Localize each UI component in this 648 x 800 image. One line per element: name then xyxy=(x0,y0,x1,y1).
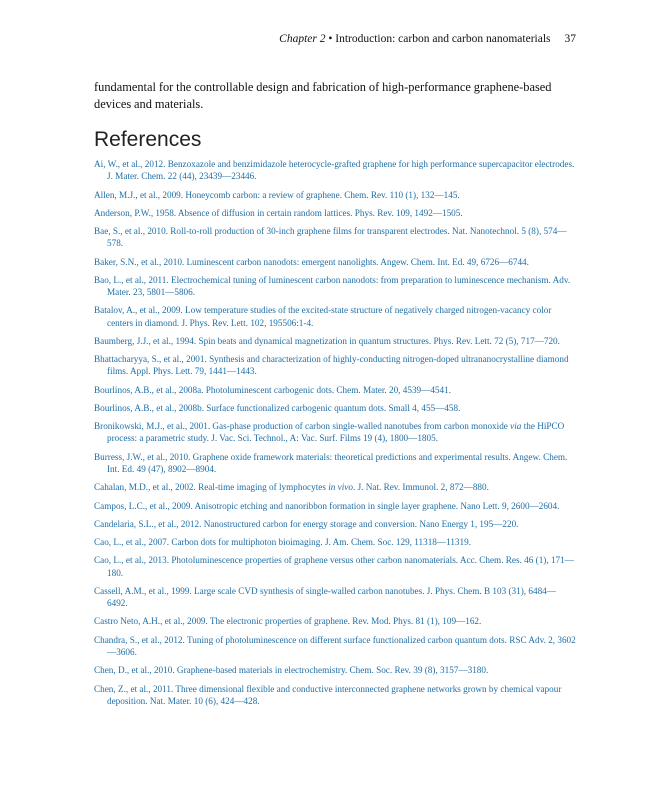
references-list xyxy=(94,158,576,713)
reference-item: Cao, L., et al., 2007. Carbon dots for multiphoton bioimaging. J. Am. Chem. Soc. 129, 11318—11319. xyxy=(94,537,472,548)
reference-item xyxy=(94,420,576,444)
continued-paragraph: fundamental for the controllable design and fabrication of high-performance graphene-based devices and materials. xyxy=(94,80,552,111)
reference-item: Chandra, S., et al., 2012. Tuning of photoluminescence on different surface functionalized carbon quantum dots. RSC Adv. 2, 3602—3606. xyxy=(94,634,576,657)
reference-text: Bronikowski, M.J., et al., 2001. Gas-phase production of carbon single-walled nanotubes from carbon monoxide xyxy=(94,421,511,432)
reference-item: Bourlinos, A.B., et al., 2008a. Photoluminescent carbogenic dots. Chem. Mater. 20, 4539—4541. xyxy=(94,384,451,395)
reference-item: Burress, J.W., et al., 2010. Graphene oxide framework materials: theoretical predictions and experimental results. Angew. Chem. Int. Ed. 49 (47), 8902—8904. xyxy=(94,451,568,474)
running-header xyxy=(94,32,576,46)
reference-item: Baumberg, J.J., et al., 1994. Spin beats and dynamical magnetization in quantum structures. Phys. Rev. Lett. 72 (5), 717—720. xyxy=(94,335,560,346)
reference-item: Bhattacharyya, S., et al., 2001. Synthesis and characterization of highly-conducting nitrogen-doped ultrananocrystalline diamond films. Appl. Phys. Lett. 79, 1441—1443. xyxy=(94,354,569,377)
reference-italic: in vivo xyxy=(328,482,353,493)
reference-item: Bae, S., et al., 2010. Roll-to-roll production of 30-inch graphene films for transparent electrodes. Nat. Nanotechnol. 5 (8), 574—578. xyxy=(94,226,567,249)
reference-item: Allen, M.J., et al., 2009. Honeycomb carbon: a review of graphene. Chem. Rev. 110 (1), 132—145. xyxy=(94,189,460,200)
reference-item: Campos, L.C., et al., 2009. Anisotropic etching and nanoribbon formation in single layer graphene. Nano Lett. 9, 2600—2604. xyxy=(94,500,560,511)
reference-item: Bao, L., et al., 2011. Electrochemical tuning of luminescent carbon nanodots: from preparation to luminescence mechanism. Adv. Mater. 23, 5801—5806. xyxy=(94,274,571,298)
reference-item: Chen, Z., et al., 2011. Three dimensional flexible and conductive interconnected graphene networks grown by chemical vapour deposition. Nat. Mater. 10 (6), 424—428. xyxy=(94,683,562,706)
reference-item: Chen, D., et al., 2010. Graphene-based materials in electrochemistry. Chem. Soc. Rev. 39 (8), 3157—3180. xyxy=(94,665,489,676)
reference-item: Bourlinos, A.B., et al., 2008b. Surface functionalized carbogenic quantum dots. Small 4, 455—458. xyxy=(94,402,461,413)
reference-text: Cahalan, M.D., et al., 2002. Real-time imaging of lymphocytes xyxy=(94,482,329,493)
chapter-title: Introduction: carbon and carbon nanomaterials xyxy=(335,33,551,45)
reference-item: Castro Neto, A.H., et al., 2009. The electronic properties of graphene. Rev. Mod. Phys. 81 (1), 109—162. xyxy=(94,616,482,627)
reference-text: the HiPCO process: a parametric study. J. Vac. Sci. Technol., A: Vac. Surf. Films 19 (4), 1800—1805. xyxy=(107,421,565,444)
reference-text: . J. Nat. Rev. Immunol. 2, 872—880. xyxy=(352,482,489,493)
page-number: 37 xyxy=(564,33,576,45)
references-heading: References xyxy=(94,128,202,151)
header-bullet: • xyxy=(325,33,336,45)
reference-item: Ai, W., et al., 2012. Benzoxazole and benzimidazole heterocycle-grafted graphene for high performance supercapacitor electrodes. J. Mater. Chem. 22 (44), 23439—23446. xyxy=(94,159,575,182)
reference-italic: via xyxy=(510,421,522,432)
chapter-label: Chapter 2 xyxy=(279,33,326,45)
reference-item: Cassell, A.M., et al., 1999. Large scale CVD synthesis of single-walled carbon nanotubes. J. Phys. Chem. B 103 (31), 6484—6492. xyxy=(94,585,556,609)
reference-item: Baker, S.N., et al., 2010. Luminescent carbon nanodots: emergent nanolights. Angew. Chem. Int. Ed. 49, 6726—6744. xyxy=(94,256,529,267)
reference-item xyxy=(94,481,576,493)
reference-item: Candelaria, S.L., et al., 2012. Nanostructured carbon for energy storage and conversion. Nano Energy 1, 195—220. xyxy=(94,518,519,529)
reference-item: Anderson, P.W., 1958. Absence of diffusion in certain random lattices. Phys. Rev. 109, 1492—1505. xyxy=(94,207,463,218)
reference-item: Cao, L., et al., 2013. Photoluminescence properties of graphene versus other carbon nanomaterials. Acc. Chem. Res. 46 (1), 171—180. xyxy=(94,555,574,578)
reference-item: Batalov, A., et al., 2009. Low temperature studies of the excited-state structure of negatively charged nitrogen-vacancy color centers in diamond. J. Phys. Rev. Lett. 102, 195506:1-4. xyxy=(94,305,552,328)
